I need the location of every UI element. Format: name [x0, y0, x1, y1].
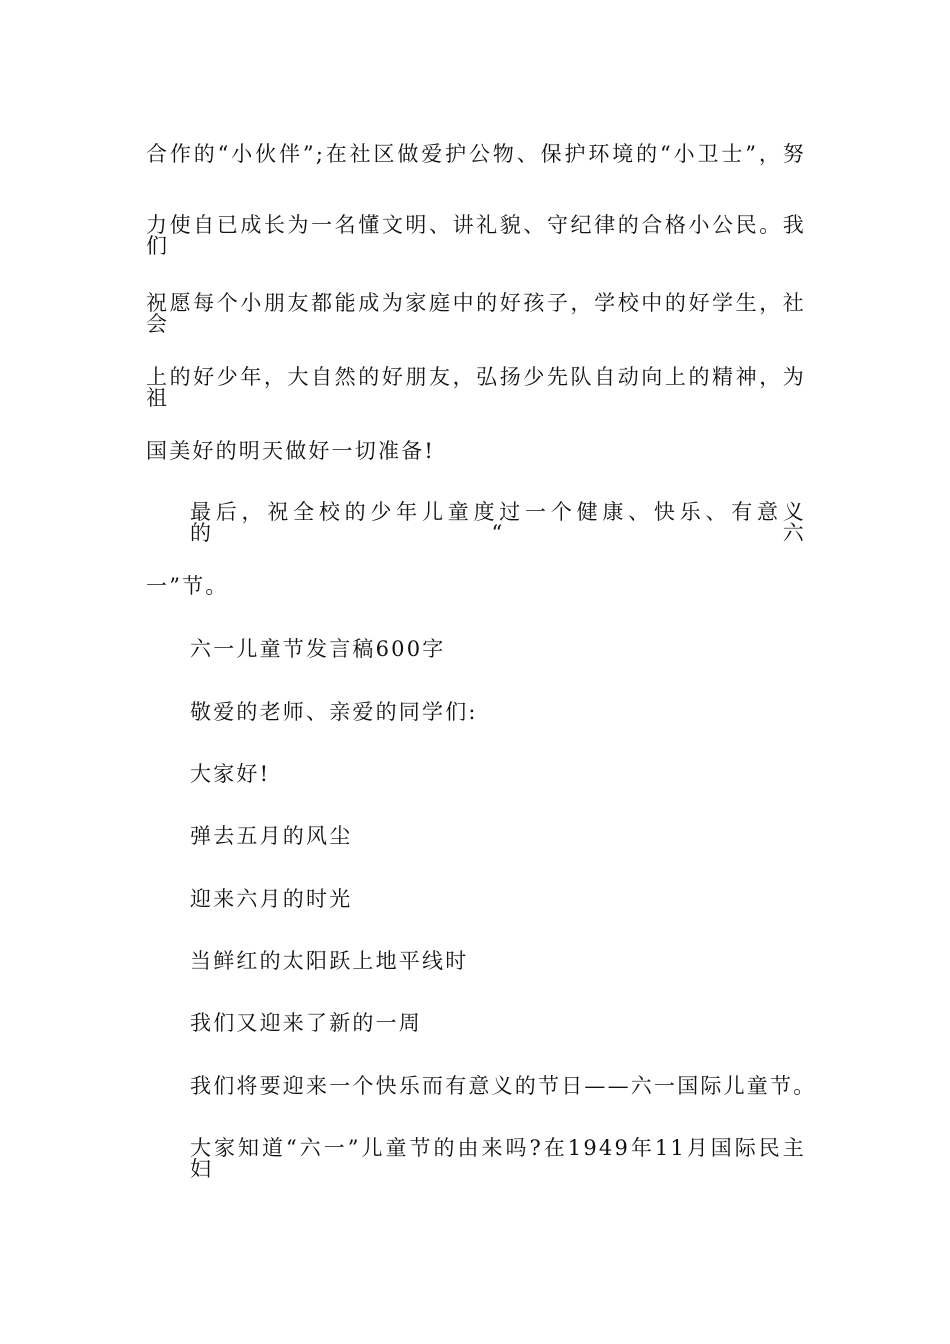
- text-line: 国美好的明天做好一切准备!: [146, 439, 436, 463]
- verse-line: 当鲜红的太阳跃上地平线时: [190, 949, 469, 973]
- verse-line: 迎来六月的时光: [190, 887, 353, 911]
- text-line: 力使自已成长为一名懂文明、讲礼貌、守纪律的合格小公民。我们: [146, 213, 806, 258]
- paragraph-start-line: 大家知道“六一”儿童节的由来吗?在1949年11月国际民主妇: [190, 1136, 806, 1181]
- salutation-line: 敬爱的老师、亲爱的同学们:: [190, 700, 478, 724]
- verse-line: 我们又迎来了新的一周: [190, 1011, 422, 1035]
- paragraph-line: 我们将要迎来一个快乐而有意义的节日——六一国际儿童节。: [190, 1074, 817, 1098]
- verse-line: 弹去五月的风尘: [190, 824, 353, 848]
- text-line: 上的好少年，大自然的好朋友，弘扬少先队自动向上的精神，为祖: [146, 365, 806, 410]
- section-heading: 六一儿童节发言稿600字: [190, 637, 446, 661]
- paragraph-start-line: 最后，祝全校的少年儿童度过一个健康、快乐、有意义的“六: [190, 500, 806, 545]
- text-line: 一”节。: [146, 574, 229, 598]
- greeting-line: 大家好!: [190, 762, 271, 786]
- text-line: 合作的“小伙伴”;在社区做爱护公物、保护环境的“小卫士”，努: [146, 142, 806, 166]
- text-line: 祝愿每个小朋友都能成为家庭中的好孩子，学校中的好学生，社会: [146, 291, 806, 336]
